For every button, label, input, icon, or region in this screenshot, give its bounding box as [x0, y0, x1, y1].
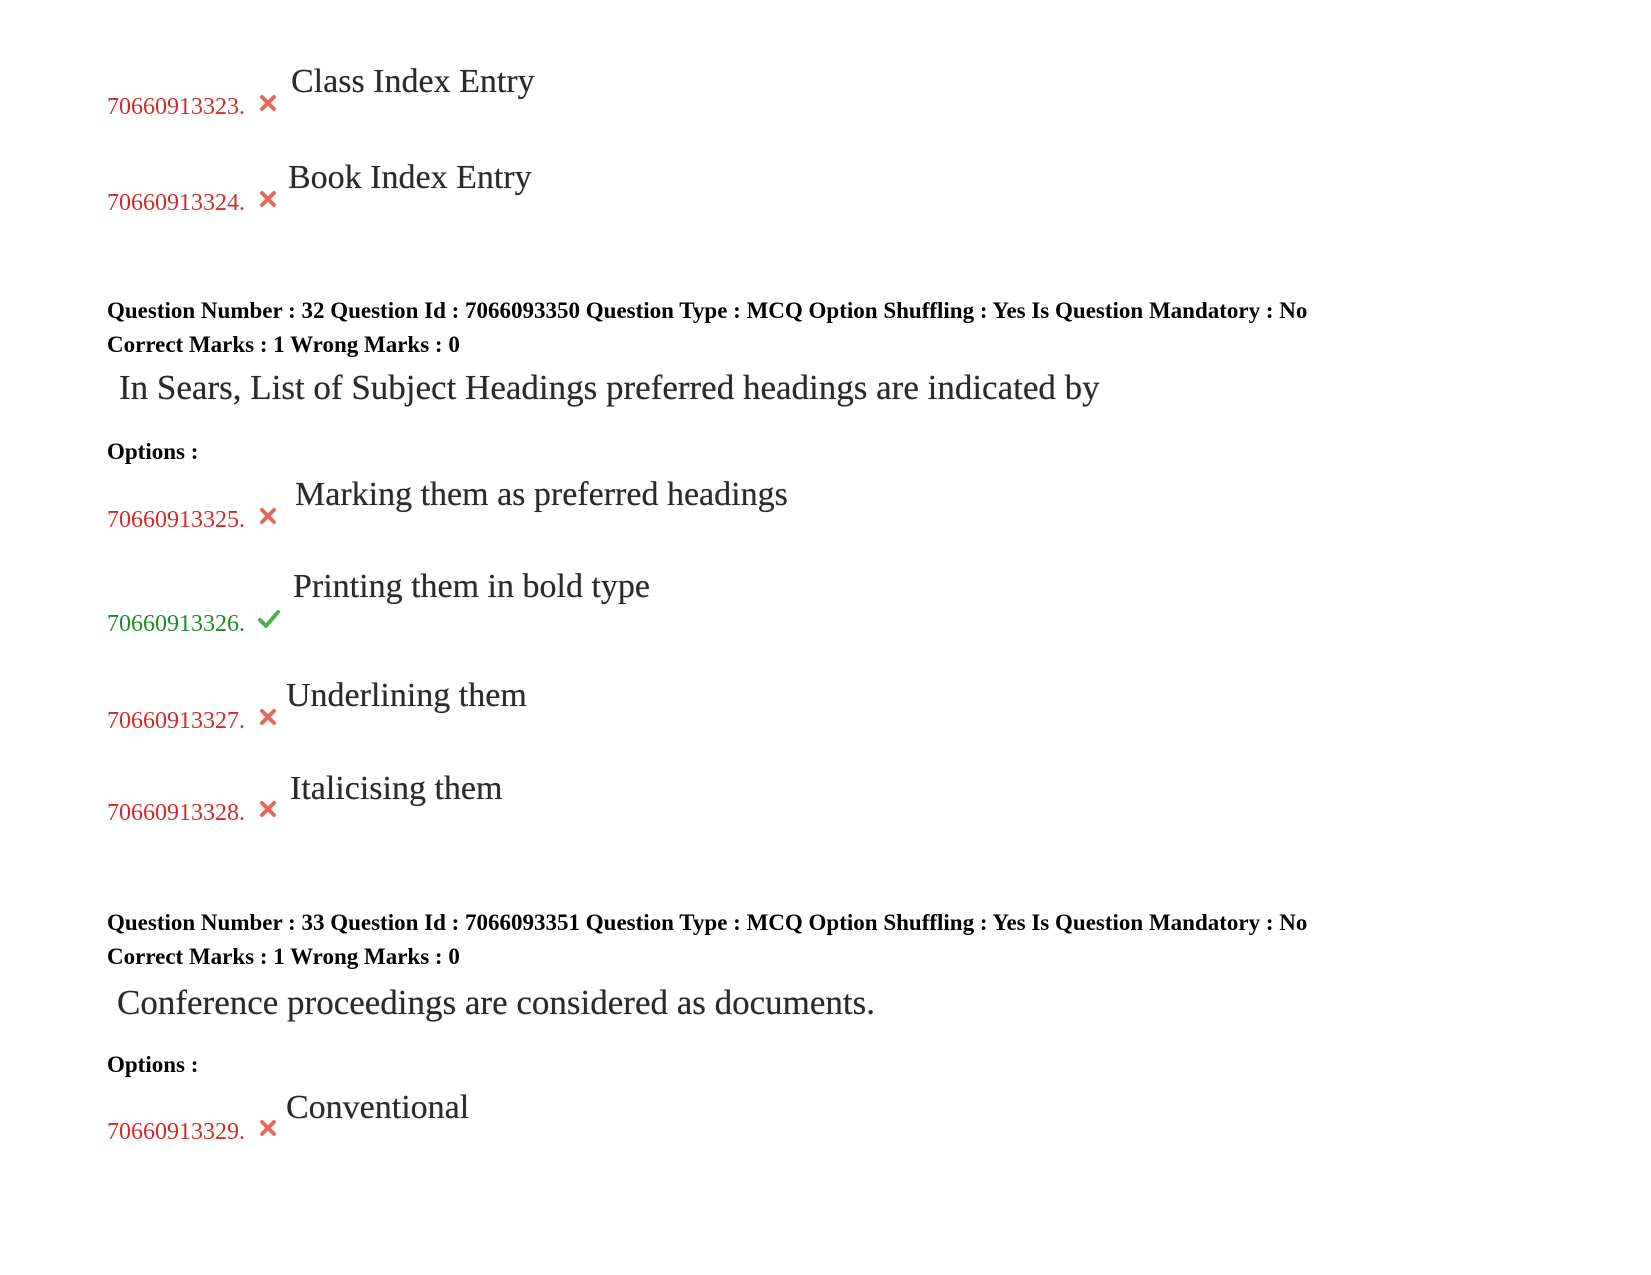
option-id: 70660913326. — [107, 611, 245, 637]
options-label: Options : — [107, 1052, 199, 1077]
question-marks-line: Correct Marks : 1 Wrong Marks : 0 — [107, 944, 460, 969]
cross-icon — [259, 800, 277, 818]
cross-icon — [259, 1119, 277, 1137]
question-text: Conference proceedings are considered as documents. — [117, 983, 876, 1022]
cross-icon — [259, 708, 277, 726]
option-text: Underlining them — [286, 677, 527, 714]
option-text: Italicising them — [290, 770, 503, 807]
option-text: Class Index Entry — [291, 63, 535, 100]
option-id: 70660913323. — [107, 94, 245, 120]
option-id: 70660913325. — [107, 507, 245, 533]
cross-icon — [259, 190, 277, 208]
options-label: Options : — [107, 439, 199, 464]
question-text: In Sears, List of Subject Headings preferred headings are indicated by — [119, 368, 1100, 407]
option-id: 70660913324. — [107, 190, 245, 216]
cross-icon — [259, 94, 277, 112]
option-text: Marking them as preferred headings — [295, 476, 788, 513]
question-marks-line: Correct Marks : 1 Wrong Marks : 0 — [107, 332, 460, 357]
option-id: 70660913328. — [107, 800, 245, 826]
cross-icon — [259, 507, 277, 525]
option-text: Conventional — [286, 1089, 470, 1126]
question-meta-line: Question Number : 32 Question Id : 7066093350 Question Type : MCQ Option Shuffling : Yes Is Question Mandatory : No — [107, 298, 1308, 323]
option-text: Book Index Entry — [288, 159, 532, 196]
option-id: 70660913329. — [107, 1119, 245, 1145]
question-meta-line: Question Number : 33 Question Id : 7066093351 Question Type : MCQ Option Shuffling : Yes Is Question Mandatory : No — [107, 910, 1308, 935]
option-text: Printing them in bold type — [293, 568, 650, 605]
check-icon — [257, 609, 281, 629]
option-id: 70660913327. — [107, 708, 245, 734]
